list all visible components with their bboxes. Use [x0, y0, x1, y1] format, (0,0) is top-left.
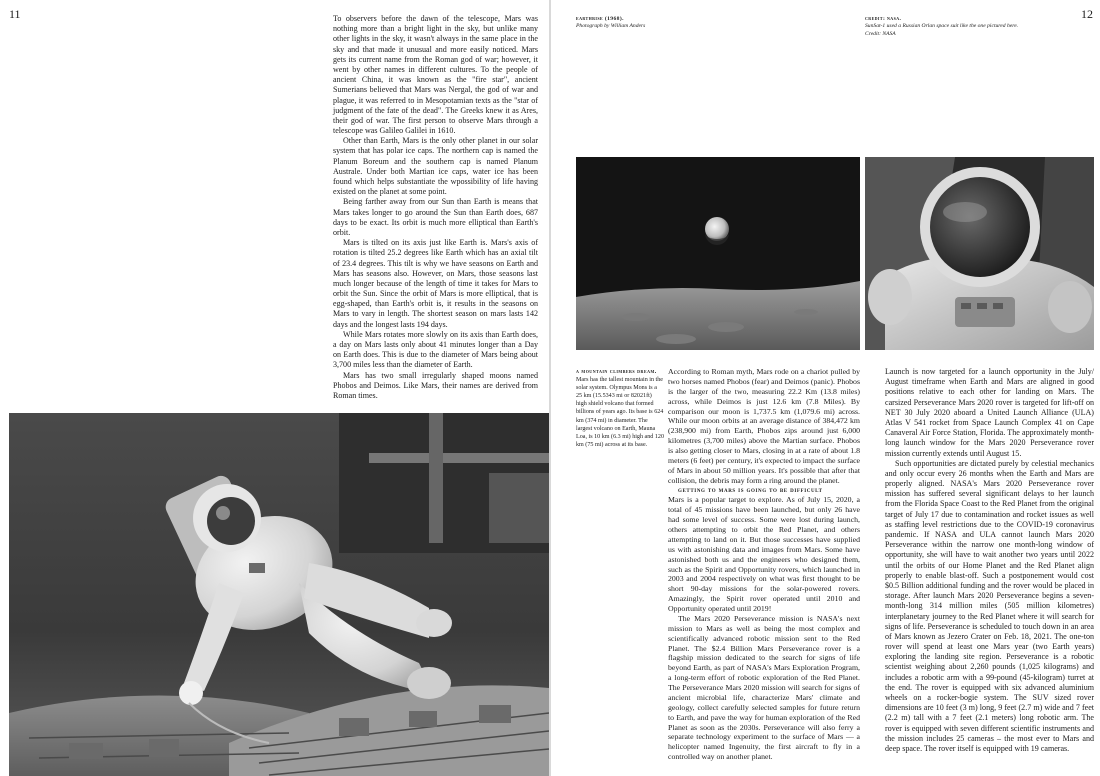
section-subheading: getting to mars is going to be difficult — [678, 485, 823, 494]
astronaut-spacewalk-image — [9, 413, 549, 776]
paragraph: According to Roman myth, Mars rode on a chariot pulled by two horses named Phobos (fear) and Deimos (panic). Phobos is the larger of the two, measuring 22.2 Km (13.8 miles) across, while Deimos is just 12.6 km (7.8 Miles). By comparison our moon is 1,737.5 km (1,079.6 mi) across. While our moon orbits at an average distance of 384,472 km (238,900 mi) from Earth, Phobos zips around just 6,000 kilometres (3,700 miles) above the Martian surface. Phobos is also getting closer to Mars, closing in at a rate of about 1.8 meters (6 feet) per century, it's expected to impact the surface of Mars in about 50 million years. It's possible that after that collision, the debris may form a ring around the planet. — [668, 367, 860, 485]
earthrise-image — [576, 157, 860, 350]
paragraph: To observers before the dawn of the telescope, Mars was nothing more than a bright light in the sky, but unlike many other lights in the sky, it wasn't always in the same place in the sky and that made it unusual and more easily noticed. Mars gets its current name from the Roman god of war; however, it went by other names in different cultures. To the people of ancient China, it was known as the "fire star", ancient Sumerians believed that Mars was Nergal, the god of war and plague, it was referred to in Mesopotamian texts as the "star of judgment of the fate of the dead". The Greeks knew it as Ares, their god of war. The first person to observe Mars through a telescope was Galileo Galilei in 1610. — [333, 14, 538, 136]
page-number-right: 12 — [1081, 7, 1093, 21]
sidebar-head: a mountain climbers dream. — [576, 369, 657, 375]
caption-earthrise — [576, 16, 726, 31]
paragraph: Launch is now targeted for a launch opportunity in the July/ August timeframe when Earth and Mars are aligned in good positions relative to each other for landing on Mars. The carsized Perseverance Mars 2020 rover is targeted for lift-off on NET 30 July 2020 aboard a United Launch Alliance (ULA) Atlas V 541 rocket from Space Launch Complex 41 on Cape Canaveral Air Force Station, Florida. The approximately month-long launch window for the Mars 2020 Perseverance rover mission currently extends until August 15. — [885, 367, 1094, 458]
orlan-suit-image — [865, 157, 1094, 350]
sidebar-olympus-mons — [576, 368, 664, 449]
page-number-left: 11 — [9, 7, 21, 21]
caption-nasa-head: credit: nasa. — [865, 16, 902, 22]
caption-nasa-credit — [865, 16, 1025, 38]
caption-nasa-body: SunSat-1 used a Russian Orlan space suit like the one pictured here. Credit: NASA — [865, 23, 1019, 37]
paragraph: Mars has two small irregularly shaped moons named Phobos and Deimos. Like Mars, their names are derived from Roman times. — [333, 370, 538, 400]
astronaut-spacewalk-photo — [9, 413, 549, 776]
caption-earthrise-head: earthrise (1968). — [576, 16, 624, 22]
caption-earthrise-body: Photograph by William Anders — [576, 23, 646, 30]
lunar-horizon — [576, 281, 860, 350]
paragraph: Such opportunities are dictated purely by celestial mechanics and only occur every 26 months when the Earth and Mars are properly aligned. NASA's Mars 2020 Perseverance rover mission has suffered several significant delays to her launch from the Florida Space Coast to the Red Planet from the original target of July 17 due to contamination and rocket issues as well as staffing level restrictions due to the COVID-19 coronavirus pandemic. If NASA and ULA cannot launch Mars 2020 Perseverance within the narrow one month-long window of opportunity, she will have to wait another two years until 2022 until the orbits of our Home Planet and the Red Planet align properly to enable blast-off. Such a postponement would cost $0.5 Billion additional funding and the rover would be placed in storage. After launch Mars 2020 Perseverance begins a seven-month-long 314 million miles (505 million kilometres) interplanetary journey to the Red Planet where it will search for signs of life. Perseverance is scheduled to touch down in an area of Mars known as Jezero Crater on Feb. 18, 2021. The one-ton rover will spend at least one Mars year (two Earth years) exploring the landing site region. Perseverance is a robotic scientist weighing about 2,260 pounds (1,025 kilograms) and includes a robotic arm with a 99-pound (45-kilogram) turret at the end. The rover is equipped with six advanced aluminium wheels on a rocker-bogie system. The SUV sized rover dimensions are 10 feet (3 m) long, 9 feet (2.7 m) wide and 7 feet (2.2 m) tall with a 7 feet (2.1 meters) long robotic arm. The rover is equipped with seven different scientific instruments and the mission includes 25 cameras – the most ever to Mars and deep space. The rover itself is equipped with 19 cameras. — [885, 458, 1094, 753]
paragraph: Being farther away from our Sun than Earth is means that Mars takes longer to go around the Sun than Earth does, 687 days to be exact. Its orbit is much more elliptical than Earth's orbit. — [333, 197, 538, 237]
right-body-column-2 — [885, 367, 1094, 754]
earthrise-photo — [576, 157, 860, 350]
paragraph: While Mars rotates more slowly on its axis than Earth does, a day on Mars lasts only about 41 minutes longer than a Day on Earth does. This is due to the diameter of Mars being about 3,700 miles less than the diameter of Earth. — [333, 329, 538, 370]
paragraph: Mars is tilted on its axis just like Earth is. Mars's axis of rotation is tilted 25.2 degrees like Earth which has an axial tilt of 23.4 degrees. This tilt is why we have seasons on Earth and Mars has seasons also. However, on Mars, those seasons last much longer because of the length of time it takes for Mars to orbit the Sun. Since the orbit of Mars is more elliptical, that is egg-shaped, than Earth's orbit is, it results in the seasons on Mars to vary in length. The shortest season on mars lasts 142 days and the longest lasts 194 days. — [333, 238, 538, 329]
paragraph: Mars is a popular target to explore. As of July 15, 2020, a total of 45 missions have been launched, but only 26 have had some level of success. Some were lost during launch, others attempting to orbit the Red Planet, and others attempting to land on it. But those successes have supplied us with astonishing data and images from Mars. Some have astonished both us and the engineers who designed them, such as the Spirit and Opportunity rovers, which launched in 2003 and 2004 respectively on what was first thought to be short 90-day missions for the solar-powered rovers. Amazingly, the Spirit rover operated until 2010 and Opportunity operated until 2019! — [668, 495, 860, 613]
right-body-column-1 — [668, 367, 860, 762]
orlan-suit-photo — [865, 157, 1094, 350]
left-body-text — [333, 14, 538, 401]
paragraph: Other than Earth, Mars is the only other planet in our solar system that has polar ice caps. The northern cap is named the Planum Boreum and the southern cap is named Planum Australe. Under both Martian ice caps, water ice has been found which helps substantiate the wpossibility of life having existed on the planet at some point. — [333, 136, 538, 197]
right-page — [551, 0, 1100, 776]
sidebar-body: Mars has the tallest mountain in the solar system. Olympus Mons is a 25 km (15.5343 mi or 82021ft) high shield volcano that formed billions of years ago. Its base is 624 km (374 mi) in diameter. The largest volcano on Earth, Mauna Loa, is 10 km (6.3 mi) high and 120 km (75 mi) across at its base. — [576, 377, 665, 448]
left-page — [0, 0, 549, 776]
paragraph: The Mars 2020 Perseverance mission is NASA's next mission to Mars as well as being the most complex and scientifically advanced robotic mission sent to the Red Planet. The $2.4 Billion Mars Perseverance rover is a flagship mission dedicated to the search for signs of life beyond Earth, as part of NASA's Mars Exploration Program, a long-term effort of robotic exploration of the Red Planet. The Perseverance Mars 2020 mission will search for signs of ancient microbial life, characterize Mars' climate and geology, collect carefully selected samples for future return to Earth, and pave the way for human exploration of the Red Planet as soon as the 2030s. Perseverance will also ferry a separate technology experiment to the surface of Mars — a helicopter named Ingenuity, the first aircraft to fly in a controlled way on another planet. — [668, 613, 860, 762]
